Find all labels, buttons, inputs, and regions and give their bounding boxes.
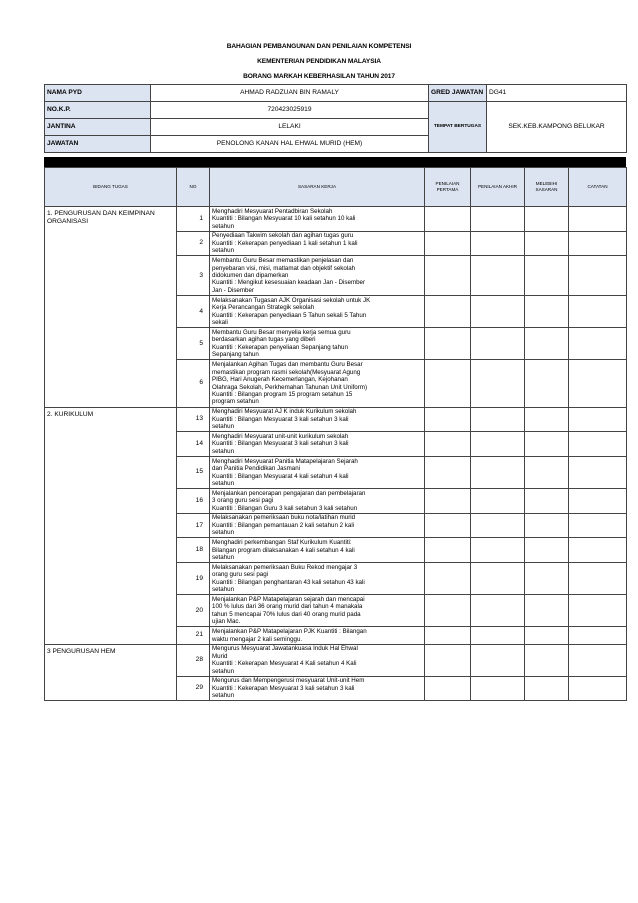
melebihi-cell <box>525 296 569 328</box>
col-no: NO <box>177 168 210 207</box>
sasaran-cell <box>210 296 425 328</box>
col-bidang: BIDANG TUGAS <box>45 168 177 207</box>
pertama-cell <box>425 407 471 432</box>
separator-bar <box>44 157 626 167</box>
sasaran-line: Kuantiti : Bilangan Guru 3 kali setahun 3 kali setahun <box>212 504 358 512</box>
no-cell: 29 <box>177 676 210 701</box>
col-catatan: CATATAN <box>569 168 627 207</box>
sasaran-cell <box>210 627 425 644</box>
sasaran-line: Menjalankan P&P Matapelajaran sejarah dan mencapai <box>212 596 365 603</box>
melebihi-cell <box>525 360 569 407</box>
sasaran-cell <box>210 563 425 595</box>
sasaran-line: Kuantiti : Bilangan Mesyuarat 3 kali setahun 3 kali <box>212 440 349 448</box>
sasaran-line: Jan - Disember <box>212 286 254 294</box>
catatan-cell <box>569 644 627 676</box>
pertama-cell <box>425 256 471 296</box>
akhir-cell <box>471 627 525 644</box>
melebihi-cell <box>525 328 569 360</box>
sasaran-cell <box>210 489 425 514</box>
nama-label: NAMA PYD <box>45 85 151 102</box>
akhir-cell <box>471 513 525 538</box>
sasaran-line: Kuantiti : Bilangan penghantaran 43 kali setahun 43 kali <box>212 578 365 586</box>
sasaran-line: setahun <box>212 480 235 488</box>
table-row <box>45 407 627 432</box>
akhir-cell <box>471 296 525 328</box>
jawatan-value: PENOLONG KANAN HAL EHWAL MURID (HEM) <box>151 136 429 153</box>
sasaran-line: setahun <box>212 586 235 594</box>
akhir-cell <box>471 432 525 457</box>
sasaran-line: Melaksanakan pemeriksaan Buku Rekod mengajar 3 <box>212 563 358 571</box>
melebihi-cell <box>525 644 569 676</box>
sasaran-line: orang guru sesi pagi <box>212 571 269 579</box>
sasaran-line: Kuantiti : Mengikut kesesuaian keadaan Jan - Disember <box>212 279 366 287</box>
jantina-label: JANTINA <box>45 119 151 136</box>
nokp-label: NO.K.P. <box>45 102 151 119</box>
pertama-cell <box>425 489 471 514</box>
catatan-cell <box>569 563 627 595</box>
sasaran-line: PIBG, Hari Anugerah Kecemerlangan, Kejohanan <box>212 376 348 384</box>
akhir-cell <box>471 676 525 701</box>
sasaran-line: setahun <box>212 553 235 561</box>
info-table <box>44 84 627 153</box>
melebihi-cell <box>525 489 569 514</box>
no-cell: 28 <box>177 644 210 676</box>
sasaran-cell <box>210 207 425 232</box>
sasaran-cell <box>210 256 425 296</box>
catatan-cell <box>569 489 627 514</box>
sasaran-cell <box>210 595 425 627</box>
catatan-cell <box>569 595 627 627</box>
jantina-value: LELAKI <box>151 119 429 136</box>
sasaran-line: Penyediaan Takwim sekolah dan agihan tugas guru <box>212 232 354 240</box>
catatan-cell <box>569 207 627 232</box>
melebihi-cell <box>525 563 569 595</box>
pertama-cell <box>425 595 471 627</box>
heading-line3: BORANG MARKAH KEBERHASILAN TAHUN 2017 <box>243 73 395 80</box>
no-cell: 6 <box>177 360 210 407</box>
pertama-cell <box>425 627 471 644</box>
sasaran-line: setahun <box>212 447 235 455</box>
sasaran-cell <box>210 513 425 538</box>
sasaran-line: Kuantiti : Bilangan program 15 program setahun 15 <box>212 390 353 398</box>
sasaran-line: memastikan program rasmi sekolah(Mesyuarat Agung <box>212 368 361 376</box>
sasaran-line: Kuantiti : Bilangan Mesyuarat 4 kali setahun 4 kali <box>212 472 349 480</box>
sasaran-cell <box>210 328 425 360</box>
akhir-cell <box>471 595 525 627</box>
bidang-cell: 2. KURIKULUM <box>45 407 177 644</box>
no-cell: 4 <box>177 296 210 328</box>
no-cell: 2 <box>177 231 210 256</box>
sasaran-line: Kuantiti : Bilangan Mesyuarat 3 kali setahun 3 kali <box>212 415 349 423</box>
col-akhir: PENILAIAN AKHIR <box>471 168 525 207</box>
sasaran-line: Menghadiri Mesyuarat AJ K induk Kurikulum sekolah <box>212 408 357 416</box>
nokp-value: 720423025919 <box>151 102 429 119</box>
sasaran-line: Olahraga Sekolah, Perkhemahan Tahunan Unit Uniform) <box>212 383 368 391</box>
sasaran-line: Kuantiti : Bilangan Mesyuarat 10 kali setahun 10 kali <box>212 215 356 223</box>
sasaran-line: 3 orang guru sesi pagi <box>212 497 274 505</box>
sasaran-line: Menghadiri Mesyuarat unit-unit kurikulum sekolah <box>212 433 349 440</box>
sasaran-line: Mengurus dan Mempengerusi mesyuarat Unit-unit Hem <box>212 677 365 685</box>
pertama-cell <box>425 456 471 488</box>
no-cell: 14 <box>177 432 210 457</box>
sasaran-line: setahun <box>212 692 235 700</box>
bidang-cell: 1. PENGURUSAN DAN KEIMPINAN ORGANISASI <box>45 207 177 408</box>
sasaran-line: Kuantiti : Bilangan pemantauan 2 kali setahun 2 kali <box>212 521 355 529</box>
sasaran-line: Menjalankan pencerapan pengajaran dan pembelajaran <box>212 489 366 497</box>
sasaran-line: Menjalankan P&P Matapelajaran PJK Kuantiti : Bilangan <box>212 628 367 636</box>
sasaran-line: program setahun <box>212 398 259 406</box>
sasaran-line: Bilangan program dilaksanakan 4 kali setahun 4 kali <box>212 546 355 554</box>
melebihi-cell <box>525 595 569 627</box>
pertama-cell <box>425 231 471 256</box>
melebihi-cell <box>525 538 569 563</box>
catatan-cell <box>569 456 627 488</box>
sasaran-line: didokumen dan dipamerkan <box>212 271 289 279</box>
catatan-cell <box>569 296 627 328</box>
col-sasaran: SASARAN KERJA <box>210 168 425 207</box>
tempat-value: SEK.KEB.KAMPONG BELUKAR <box>487 102 627 153</box>
no-cell: 13 <box>177 407 210 432</box>
sasaran-line: Kuantiti : Kekerapan penyediaan 1 kali setahun 1 kali <box>212 239 358 247</box>
akhir-cell <box>471 407 525 432</box>
sasaran-cell <box>210 432 425 457</box>
sasaran-line: ujian Mac. <box>212 618 241 626</box>
melebihi-cell <box>525 407 569 432</box>
catatan-cell <box>569 432 627 457</box>
no-cell: 17 <box>177 513 210 538</box>
akhir-cell <box>471 489 525 514</box>
akhir-cell <box>471 256 525 296</box>
melebihi-cell <box>525 456 569 488</box>
sasaran-line: Membantu Guru Besar menyelia kerja semua guru <box>212 328 351 336</box>
akhir-cell <box>471 538 525 563</box>
sasaran-line: setahun <box>212 222 235 230</box>
sasaran-cell <box>210 456 425 488</box>
sasaran-cell <box>210 360 425 407</box>
sasaran-cell <box>210 676 425 701</box>
no-cell: 15 <box>177 456 210 488</box>
akhir-cell <box>471 231 525 256</box>
pertama-cell <box>425 207 471 232</box>
gred-label: GRED JAWATAN <box>429 85 487 102</box>
sasaran-line: Menghadiri Mesyuarat Panitia Matapelajaran Sejarah <box>212 457 358 465</box>
col-pertama: PENILAIAN PERTAMA <box>425 168 471 207</box>
catatan-cell <box>569 360 627 407</box>
bidang-cell: 3 PENGURUSAN HEM <box>45 644 177 701</box>
sasaran-line: waktu mengajar 2 kali seminggu. <box>212 635 303 643</box>
sasaran-line: setahun <box>212 247 235 255</box>
melebihi-cell <box>525 231 569 256</box>
nama-value: AHMAD RADZUAN BIN RAMALY <box>151 85 429 102</box>
sasaran-line: dan Panitia Pendidikan Jasmani <box>212 465 301 473</box>
melebihi-cell <box>525 627 569 644</box>
melebihi-cell <box>525 513 569 538</box>
sasaran-line: Kerja Perancangan Strategik sekolah <box>212 304 315 312</box>
sasaran-line: Melaksanakan pemeriksaan buku nota/latihan murid <box>212 514 356 522</box>
akhir-cell <box>471 328 525 360</box>
akhir-cell <box>471 456 525 488</box>
sasaran-line: Menjalankan Agihan Tugas dan membantu Guru Besar <box>212 361 363 369</box>
sasaran-cell <box>210 538 425 563</box>
sasaran-line: Sepanjang tahun <box>212 351 259 359</box>
sasaran-line: Kuantiti : Kekerapan penyediaan 5 Tahun sekali 5 Tahun <box>212 311 367 319</box>
sasaran-line: setahun <box>212 529 235 537</box>
melebihi-cell <box>525 432 569 457</box>
heading-line1: BAHAGIAN PEMBANGUNAN DAN PENILAIAN KOMPETENSI <box>226 43 412 50</box>
no-cell: 1 <box>177 207 210 232</box>
no-cell: 5 <box>177 328 210 360</box>
melebihi-cell <box>525 256 569 296</box>
sasaran-line: Membantu Guru Besar memastikan penjelasan dan <box>212 257 354 265</box>
pertama-cell <box>425 513 471 538</box>
catatan-cell <box>569 513 627 538</box>
catatan-cell <box>569 538 627 563</box>
no-cell: 16 <box>177 489 210 514</box>
sasaran-cell <box>210 407 425 432</box>
no-cell: 20 <box>177 595 210 627</box>
catatan-cell <box>569 627 627 644</box>
tempat-label: TEMPAT BERTUGAS <box>429 102 487 153</box>
heading-line2: KEMENTERIAN PENDIDIKAN MALAYSIA <box>257 58 381 65</box>
sasaran-cell <box>210 644 425 676</box>
akhir-cell <box>471 207 525 232</box>
catatan-cell <box>569 407 627 432</box>
sasaran-line: berdasarkan agihan tugas yang diberi <box>212 336 316 344</box>
catatan-cell <box>569 256 627 296</box>
catatan-cell <box>569 328 627 360</box>
table-row <box>45 207 627 232</box>
pertama-cell <box>425 328 471 360</box>
pertama-cell <box>425 296 471 328</box>
pertama-cell <box>425 676 471 701</box>
pertama-cell <box>425 360 471 407</box>
akhir-cell <box>471 563 525 595</box>
catatan-cell <box>569 231 627 256</box>
no-cell: 19 <box>177 563 210 595</box>
sasaran-line: tahun 5 mencapai 70% lulus dari 40 orang murid pada <box>212 610 361 618</box>
sasaran-line: setahun <box>212 423 235 431</box>
jawatan-label: JAWATAN <box>45 136 151 153</box>
sasaran-line: Menghadiri Mesyuarat Pentadbiran Sekolah <box>212 207 333 215</box>
pertama-cell <box>425 432 471 457</box>
pertama-cell <box>425 538 471 563</box>
sasaran-line: Melaksanakan Tugasan AJK Organisasi sekolah untuk JK <box>212 296 371 304</box>
no-cell: 18 <box>177 538 210 563</box>
sasaran-line: sekali <box>212 319 228 327</box>
no-cell: 21 <box>177 627 210 644</box>
sasaran-line: penyebaran visi, misi, matlamat dan objektif sekolah <box>212 264 356 272</box>
table-row <box>45 644 627 676</box>
pertama-cell <box>425 563 471 595</box>
melebihi-cell <box>525 207 569 232</box>
sasaran-line: Murid <box>212 652 228 660</box>
pertama-cell <box>425 644 471 676</box>
sasaran-line: Mengurus Mesyuarat Jawatankuasa Induk Hal Ehwal <box>212 645 358 653</box>
sasaran-cell <box>210 231 425 256</box>
akhir-cell <box>471 644 525 676</box>
catatan-cell <box>569 676 627 701</box>
sasaran-line: Menghadiri perkembangan Staf Kurikulum Kuantiti: <box>212 539 352 547</box>
tasks-table <box>44 167 627 701</box>
sasaran-line: Kuantiti : Kekerapan penyeliaan Sepanjang tahun <box>212 343 348 351</box>
akhir-cell <box>471 360 525 407</box>
sasaran-line: Kuantiti : Kekerapan Mesyuarat 4 Kali setahun 4 Kali <box>212 660 357 668</box>
sasaran-line: Kuantiti : Kekerapan Mesyuarat 3 kali setahun 3 kali <box>212 684 355 692</box>
col-melebihi: MELEBIHI SASARAN <box>525 168 569 207</box>
gred-value: DG41 <box>487 85 627 102</box>
melebihi-cell <box>525 676 569 701</box>
sasaran-line: setahun <box>212 667 235 675</box>
no-cell: 3 <box>177 256 210 296</box>
sasaran-line: 100 % lulus dari 36 orang murid dari tahun 4 manakala <box>212 603 363 611</box>
